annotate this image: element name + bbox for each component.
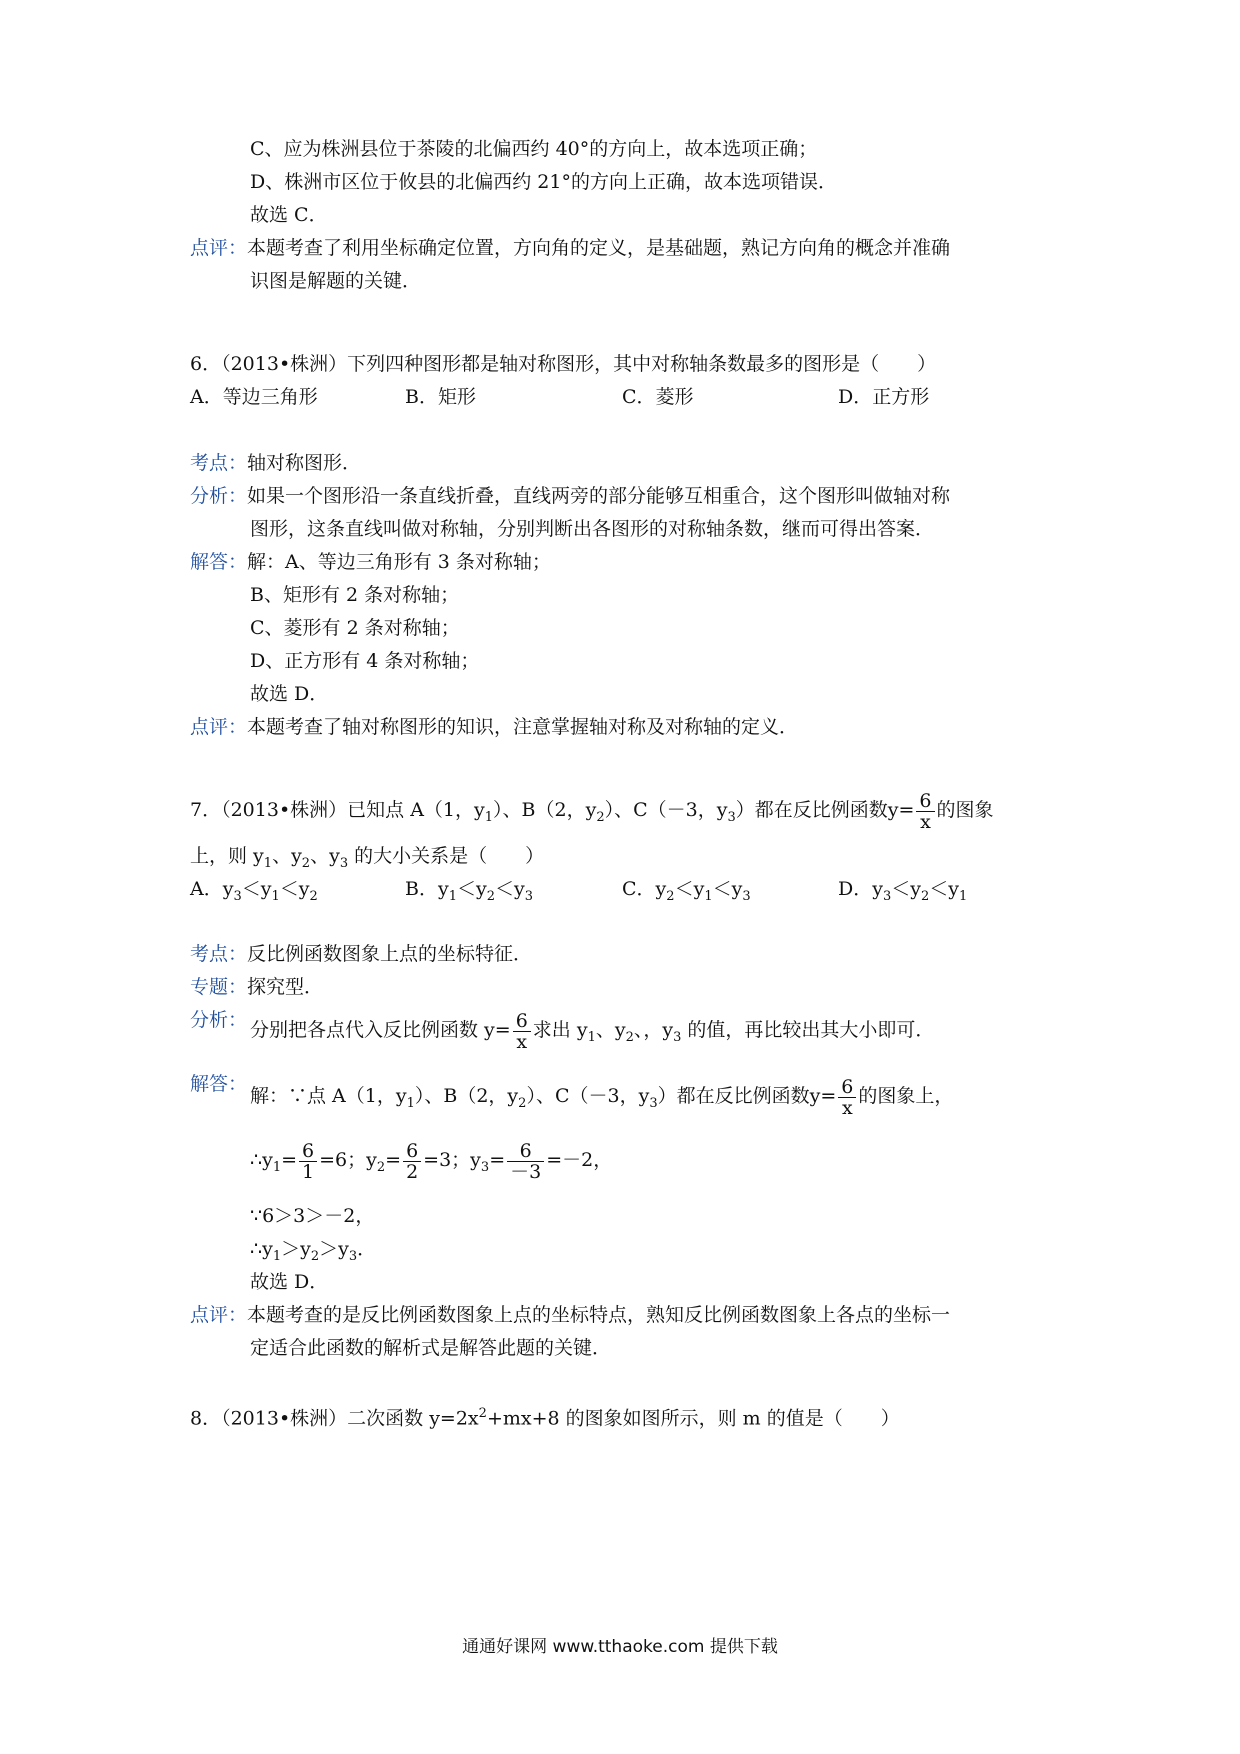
stem-part: 的图象 [936,799,994,821]
q6-jieda-d: D、正方形有 4 条对称轴； [250,650,480,672]
stem-part: ）、C（－3，y [604,799,728,821]
q5-option-c-line: C、应为株洲县位于茶陵的北偏西约 40°的方向上，故本选项正确； [250,138,818,160]
calc-eq: = [489,1149,506,1171]
page-footer: 通通好课网 www.tthaoke.com 提供下载 [462,1637,778,1657]
stem-part: 8．（2013•株洲）二次函数 y=2x [190,1407,479,1430]
denominator: x [920,810,931,833]
jieda-part: ）都在反比例函数 [657,1085,810,1107]
kaodian-text: 轴对称图形． [247,452,362,474]
subscript: 2 [486,888,496,904]
comment-text: 本题考查的是反比例函数图象上点的坐标特点，熟知反比例函数图象上各点的坐标一 [247,1304,951,1326]
subscript: 1 [448,888,457,904]
stem-part: ）、B（2，y [493,799,597,821]
fenxi-text: 如果一个图形沿一条直线折叠，直线两旁的部分能够互相重合，这个图形叫做轴对称 [247,485,951,507]
jieda-tag: 解答： [190,551,248,573]
q7-stem-cont [190,844,544,876]
subscript: 3 [673,1029,682,1045]
jieda-part: ）、C（－3，y [526,1085,650,1107]
comment-tag: 点评： [190,716,248,738]
q5-comment [190,236,950,260]
q6-option-c: C．菱形 [622,386,694,408]
jieda-part: 的图象上， [858,1085,954,1107]
jieda-part: 解：∵点 A（1，y [250,1085,407,1107]
subscript: 1 [484,809,494,825]
lt: ＜ [712,878,732,900]
calc-part: =－2， [546,1149,613,1171]
fenxi-part: 、，y [633,1019,674,1041]
fenxi-part: 分别把各点代入反比例函数 [250,1019,485,1041]
q5-choose: 故选 C． [250,204,328,226]
zhuanti-text: 探究型． [247,976,324,998]
subscript: 1 [704,888,713,904]
therefore-part: ． [357,1238,377,1260]
subscript: 2 [310,1248,320,1264]
fenxi-part: 求出 y [532,1019,588,1041]
subscript: 3 [742,888,751,904]
fenxi-tag: 分析： [190,1009,248,1031]
q7-because: ∵6＞3＞－2， [250,1205,375,1227]
numerator: 6 [916,791,934,812]
option-label: A．y [190,878,234,900]
q7-option-a: A．$y_3<y_1<y_2$ [190,878,318,904]
subscript: 2 [921,888,930,904]
q6-option-d: D．正方形 [838,386,930,408]
q6-jieda-b: B、矩形有 2 条对称轴； [250,584,460,606]
fraction-6-over-x [513,1011,531,1052]
subscript: 3 [524,888,534,904]
numerator: 6 [403,1141,421,1162]
calc-part: ∴y [250,1149,273,1171]
subscript: 2 [309,888,318,904]
q7-comment-cont: 定适合此函数的解析式是解答此题的关键． [250,1337,612,1359]
fraction-6-over-2 [403,1141,421,1182]
q7-fenxi [250,1008,934,1060]
q6-option-a: A．等边三角形 [190,386,318,408]
jieda-part: ）、B（2，y [414,1085,519,1107]
stem-part: 7．（2013•株洲）已知点 A（1，y [190,799,485,821]
denominator: x [841,1096,853,1119]
fenxi-part: 、y [595,1019,626,1041]
function-y: y= [809,1085,837,1107]
q6-fenxi-cont: 图形，这条直线叫做对称轴，分别判断出各图形的对称轴条数，继而可得出答案． [250,518,935,540]
fraction-6-over-x [838,1077,856,1118]
q6-jieda [190,550,551,574]
comment-tag: 点评： [190,1304,248,1326]
stem-part: ）都在反比例函数 [735,799,888,821]
option-label: B．y [405,878,449,900]
subscript: 3 [339,855,349,871]
fraction-6-over-1 [299,1141,317,1182]
calc-part: =6；y [319,1149,377,1171]
q5-comment-cont: 识图是解题的关键． [250,270,422,292]
gt: ＞y [319,1238,349,1260]
subscript: 3 [348,1248,358,1264]
subscript: 3 [233,888,242,904]
subscript: 1 [587,1029,596,1045]
subscript: 3 [480,1159,490,1175]
function-y: y= [887,799,915,821]
superscript: 2 [478,1406,487,1421]
gt: ＞y [281,1238,311,1260]
stem-part: 、y [272,845,302,867]
subscript: 3 [649,1095,658,1111]
comment-text: 本题考查了利用坐标确定位置，方向角的定义，是基础题，熟记方向角的概念并准确 [247,237,951,259]
q7-jieda [250,1074,953,1126]
subscript: 1 [272,1159,282,1175]
q6-comment [190,715,798,739]
q6-choose: 故选 D． [250,683,329,705]
q7-option-b: B．$y_1<y_2<y_3$ [405,878,534,904]
stem-part: 上，则 y [190,845,264,867]
q6-option-b: B．矩形 [405,386,476,408]
q7-option-c: C．$y_2<y_1<y_3$ [622,878,751,904]
lt: ＜ [674,878,694,900]
q7-stem [190,788,994,840]
subscript: 1 [406,1095,415,1111]
numerator: 6 [299,1141,317,1162]
q6-kaodian [190,451,361,475]
stem-part: +mx+8 的图象如图所示，则 m 的值是（ ） [486,1407,900,1430]
denominator: －3 [510,1160,542,1183]
comment-tag: 点评： [190,237,248,259]
subscript: 1 [959,888,968,904]
q6-jieda-c: C、菱形有 2 条对称轴； [250,617,460,639]
calc-eq: = [281,1149,298,1171]
q6-stem: 6．（2013•株洲）下列四种图形都是轴对称图形，其中对称轴条数最多的图形是（ ） [190,353,937,375]
kaodian-tag: 考点： [190,452,248,474]
function-y: y= [484,1019,511,1041]
stem-part: 、y [310,845,340,867]
comment-text: 本题考查了轴对称图形的知识，注意掌握轴对称及对称轴的定义． [247,716,799,738]
subscript: 2 [596,809,605,825]
fenxi-tag: 分析： [190,485,248,507]
lt: ＜ [891,878,911,900]
subscript: 3 [882,888,892,904]
q7-kaodian [190,942,532,966]
option-label: C．y [622,878,667,900]
q7-jieda-tag-line [190,1072,247,1096]
subscript: 3 [727,809,736,825]
fenxi-part: 的值，再比较出其大小即可． [681,1019,935,1041]
q6-fenxi [190,484,950,508]
stem-part: 的大小关系是（ ） [348,845,545,867]
q7-therefore [250,1237,376,1269]
denominator: 2 [406,1160,419,1183]
q7-comment [190,1303,950,1327]
subscript: 1 [272,1248,282,1264]
fraction-6-over-neg3 [507,1141,544,1182]
lt: ＜ [456,878,476,900]
subscript: 2 [301,855,311,871]
calc-eq: = [385,1149,402,1171]
q7-option-d: D．$y_3<y_2<y_1$ [838,878,968,904]
denominator: 1 [302,1160,315,1183]
subscript: 2 [625,1029,634,1045]
fraction-6-over-x [916,791,934,832]
jieda-text: 解：A、等边三角形有 3 条对称轴； [247,551,551,573]
jieda-tag: 解答： [190,1073,248,1095]
lt: ＜ [495,878,515,900]
subscript: 1 [271,888,280,904]
denominator: x [516,1030,528,1053]
subscript: 2 [666,888,675,904]
q8-stem [190,1402,900,1430]
q7-zhuanti [190,975,323,999]
lt: ＜ [241,878,261,900]
kaodian-text: 反比例函数图象上点的坐标特征． [247,943,533,965]
subscript: 1 [263,855,273,871]
subscript: 2 [376,1159,386,1175]
option-label: D．y [838,878,883,900]
numerator: 6 [507,1141,544,1162]
calc-part: =3；y [423,1149,481,1171]
therefore-part: ∴y [250,1238,273,1260]
numerator: 6 [513,1011,531,1032]
subscript: 2 [518,1095,527,1111]
q7-calc [250,1136,612,1192]
zhuanti-tag: 专题： [190,976,248,998]
q7-choose: 故选 D． [250,1271,329,1293]
numerator: 6 [838,1077,856,1098]
lt: ＜ [279,878,299,900]
q5-option-d-line: D、株洲市区位于攸县的北偏西约 21°的方向上正确，故本选项错误． [250,171,837,193]
kaodian-tag: 考点： [190,943,248,965]
q7-fenxi-tag-line [190,1008,247,1032]
lt: ＜ [929,878,949,900]
